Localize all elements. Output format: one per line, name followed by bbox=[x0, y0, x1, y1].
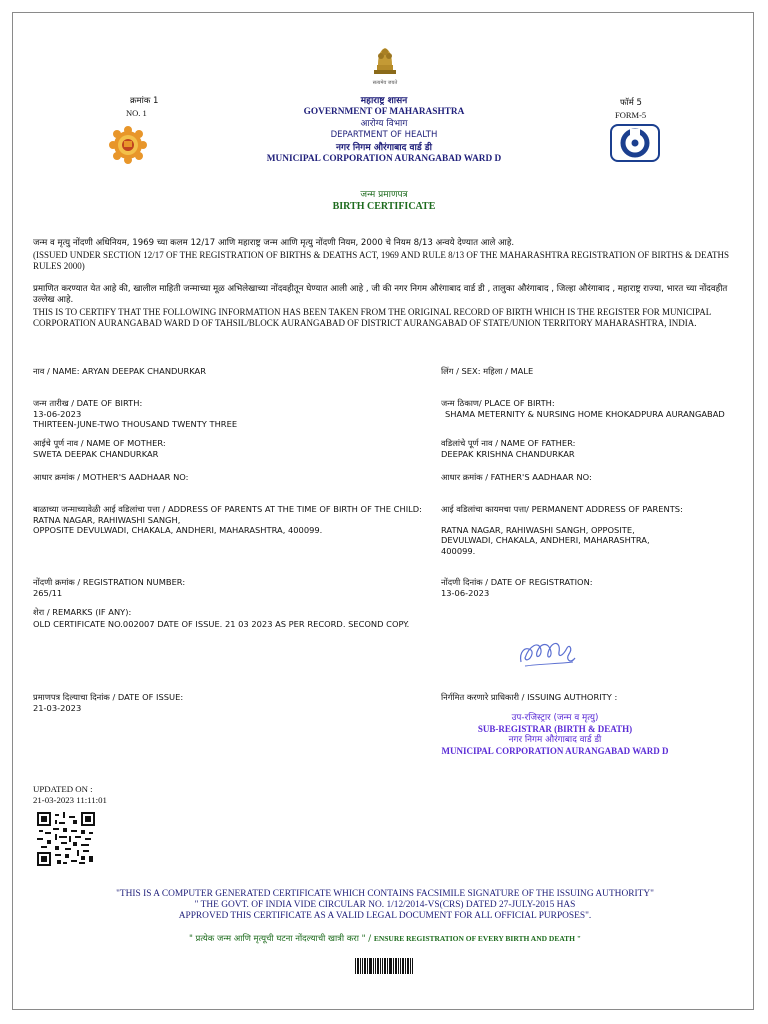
footer-line3: APPROVED THIS CERTIFICATE AS A VALID LEGAL DOCUMENT FOR ALL OFFICIAL PURPOSES". bbox=[178, 911, 592, 922]
updated-block bbox=[33, 784, 107, 805]
certify-marathi: प्रमाणित करण्यात येत आहे की, खालील माहिती जन्माच्या मूळ अभिलेखाच्या नोंदवहीतून घेण्यात आली आहे , जी की नगर निगम औरंगाबाद वार्ड डी , तालुका औरंगाबाद , जिल्हा औरंगाबाद , महाराष्ट्र राज्या, भारत च्या नोंदवहीत उल्लेख आहे. bbox=[33, 284, 728, 305]
corp-marathi: नगर निगम औरंगाबाद वार्ड डी bbox=[336, 143, 432, 153]
updated-label: UPDATED ON : bbox=[33, 784, 93, 794]
father-value: DEEPAK KRISHNA CHANDURKAR bbox=[441, 448, 575, 459]
updated-value: 21-03-2023 11:11:01 bbox=[33, 794, 107, 805]
authority-line4: MUNICIPAL CORPORATION AURANGABAD WARD D bbox=[441, 745, 669, 756]
name-row bbox=[33, 366, 413, 377]
name-label: नाव / NAME: bbox=[33, 366, 80, 376]
issue-label: प्रमाणपत्र दिल्याचा दिनांक / DATE OF ISSUE: bbox=[33, 692, 184, 702]
form-english: FORM-5 bbox=[615, 110, 647, 120]
authority-line1: उप-रजिस्ट्रार (जन्म व मृत्यु) bbox=[511, 713, 599, 723]
sex-label: लिंग / SEX: bbox=[441, 366, 481, 376]
regdate-block bbox=[441, 577, 741, 598]
sex-value: महिला / MALE bbox=[483, 366, 534, 376]
dob-words: THIRTEEN-JUNE-TWO THOUSAND TWENTY THREE bbox=[33, 419, 238, 429]
gov-english: GOVERNMENT OF MAHARASHTRA bbox=[303, 107, 465, 117]
address-birth-line1: RATNA NAGAR, RAHIWASHI SANGH, bbox=[33, 514, 181, 525]
dob-label: जन्म तारीख / DATE OF BIRTH: bbox=[33, 398, 143, 408]
authority-line2: SUB-REGISTRAR (BIRTH & DEATH) bbox=[477, 724, 633, 734]
signature-image bbox=[515, 634, 579, 674]
regdate-label: नोंदणी दिनांक / DATE OF REGISTRATION: bbox=[441, 577, 593, 587]
qr-code[interactable] bbox=[37, 812, 95, 866]
dob-block bbox=[33, 398, 423, 430]
regdate-value: 13-06-2023 bbox=[441, 587, 490, 598]
signature-icon bbox=[515, 634, 579, 674]
national-emblem bbox=[368, 44, 402, 84]
footer-line2: " THE GOVT. OF INDIA VIDE CIRCULAR NO. 1/12/2014-VS(CRS) DATED 27-JULY-2015 HAS bbox=[194, 900, 576, 911]
seal-icon bbox=[108, 126, 148, 164]
ashoka-lion-icon bbox=[368, 44, 402, 76]
issued-under-english: (ISSUED UNDER SECTION 12/17 OF THE REGISTRATION OF BIRTHS & DEATHS ACT, 1969 AND RULE 8/13 OF THE MAHARASHTRA REGISTRATION OF BIRTHS & DEATHS RULES 2000) bbox=[33, 250, 729, 271]
pob-block bbox=[441, 398, 741, 419]
remarks-label: शेरा / REMARKS (IF ANY): bbox=[33, 607, 132, 617]
pob-label: जन्म ठिकाण/ PLACE OF BIRTH: bbox=[441, 398, 555, 408]
slogan bbox=[60, 933, 710, 945]
authority-line3: नगर निगम औरंगाबाद वार्ड डी bbox=[508, 734, 602, 745]
dept-marathi: आरोग्य विभाग bbox=[360, 119, 408, 129]
cert-title-marathi: जन्म प्रमाणपत्र bbox=[360, 190, 408, 200]
certify-english: THIS IS TO CERTIFY THAT THE FOLLOWING INFORMATION HAS BEEN TAKEN FROM THE ORIGINAL RECORD OF BIRTH WHICH IS THE REGISTER FOR MUNICIPAL CORPORATION AURANGABAD WARD D OF TAHSIL/BLOCK AURANGABAD OF DISTRICT AURANGABAD OF STATE/UNION TERRITORY MAHARASHTRA, INDIA. bbox=[33, 307, 711, 328]
issued-under-marathi: जन्म व मृत्यु नोंदणी अधिनियम, 1969 च्या कलम 12/17 आणि महाराष्ट्र जन्म आणि मृत्यु नोंदणी नियम, 2000 चे नियम 8/13 अन्वये देण्यात आले आहे. bbox=[33, 238, 515, 248]
issue-value: 21-03-2023 bbox=[33, 702, 82, 713]
health-dept-logo bbox=[610, 124, 660, 162]
barcode-icon bbox=[355, 958, 413, 974]
health-logo-icon bbox=[610, 124, 660, 162]
authority-block bbox=[400, 713, 710, 757]
corp-english: MUNICIPAL CORPORATION AURANGABAD WARD D bbox=[266, 154, 502, 164]
father-block bbox=[441, 438, 741, 459]
address-perm-value: RATNA NAGAR, RAHIWASHI SANGH, OPPOSITE, DEVULWADI, CHAKALA, ANDHERI, MAHARASHTRA, 400099. bbox=[441, 524, 650, 556]
issue-block bbox=[33, 692, 423, 713]
regno-block bbox=[33, 577, 423, 598]
form-marathi: फॉर्म 5 bbox=[620, 98, 642, 108]
dept-english: DEPARTMENT OF HEALTH bbox=[330, 130, 438, 140]
regno-label: नोंदणी क्रमांक / REGISTRATION NUMBER: bbox=[33, 577, 186, 587]
remarks-value: OLD CERTIFICATE NO.002007 DATE OF ISSUE. 21 03 2023 AS PER RECORD. SECOND COPY. bbox=[33, 619, 410, 629]
qr-code-icon bbox=[37, 812, 95, 866]
gov-marathi: महाराष्ट्र शासन bbox=[360, 96, 408, 106]
sex-row bbox=[441, 366, 741, 377]
dob-value: 13-06-2023 bbox=[33, 408, 82, 419]
emblem-motto: सत्यमेव जयते bbox=[372, 80, 398, 86]
footer-line1: "THIS IS A COMPUTER GENERATED CERTIFICATE WHICH CONTAINS FACSIMILE SIGNATURE OF THE ISSUING AUTHORITY" bbox=[116, 889, 654, 899]
address-perm-label: आई वडिलांचा कायमचा पत्ता/ PERMANENT ADDRESS OF PARENTS: bbox=[441, 504, 683, 514]
slogan-english: ENSURE REGISTRATION OF EVERY BIRTH AND DEATH " bbox=[373, 934, 582, 943]
cert-title-english: BIRTH CERTIFICATE bbox=[332, 201, 436, 212]
number-marathi: क्रमांक 1 bbox=[130, 96, 159, 106]
address-birth-block bbox=[33, 504, 423, 536]
father-aadhaar-label: आधार क्रमांक / FATHER'S AADHAAR NO: bbox=[441, 472, 592, 482]
mother-aadhaar-label: आधार क्रमांक / MOTHER'S AADHAAR NO: bbox=[33, 472, 189, 482]
address-perm-block bbox=[441, 504, 711, 556]
name-value: ARYAN DEEPAK CHANDURKAR bbox=[82, 366, 206, 376]
remarks-block bbox=[33, 608, 425, 631]
regno-value: 265/11 bbox=[33, 587, 63, 598]
footer-block bbox=[40, 889, 730, 923]
maharashtra-seal-logo bbox=[108, 126, 148, 164]
mother-block bbox=[33, 438, 423, 459]
number-english: NO. 1 bbox=[126, 108, 147, 118]
father-label: वडिलांचे पूर्ण नाव / NAME OF FATHER: bbox=[441, 438, 576, 448]
address-birth-label: बाळाच्या जन्माच्यावेळी आई वडिलांचा पत्ता / ADDRESS OF PARENTS AT THE TIME OF BIRTH OF THE CHILD: bbox=[33, 504, 422, 514]
authority-label: निर्गमित करणारे प्राधिकारी / ISSUING AUTHORITY : bbox=[441, 692, 618, 702]
barcode bbox=[355, 958, 413, 974]
pob-value: SHAMA METERNITY & NURSING HOME KHOKADPURA AURANGABAD bbox=[445, 408, 725, 419]
mother-value: SWETA DEEPAK CHANDURKAR bbox=[33, 448, 159, 459]
mother-label: आईचे पूर्ण नाव / NAME OF MOTHER: bbox=[33, 438, 166, 448]
slogan-marathi: " प्रत्येक जन्म आणि मृत्यूची घटना नोंदल्याची खात्री करा " / bbox=[188, 934, 372, 944]
address-birth-line2: OPPOSITE DEVULWADI, CHAKALA, ANDHERI, MAHARASHTRA, 400099. bbox=[33, 525, 323, 535]
